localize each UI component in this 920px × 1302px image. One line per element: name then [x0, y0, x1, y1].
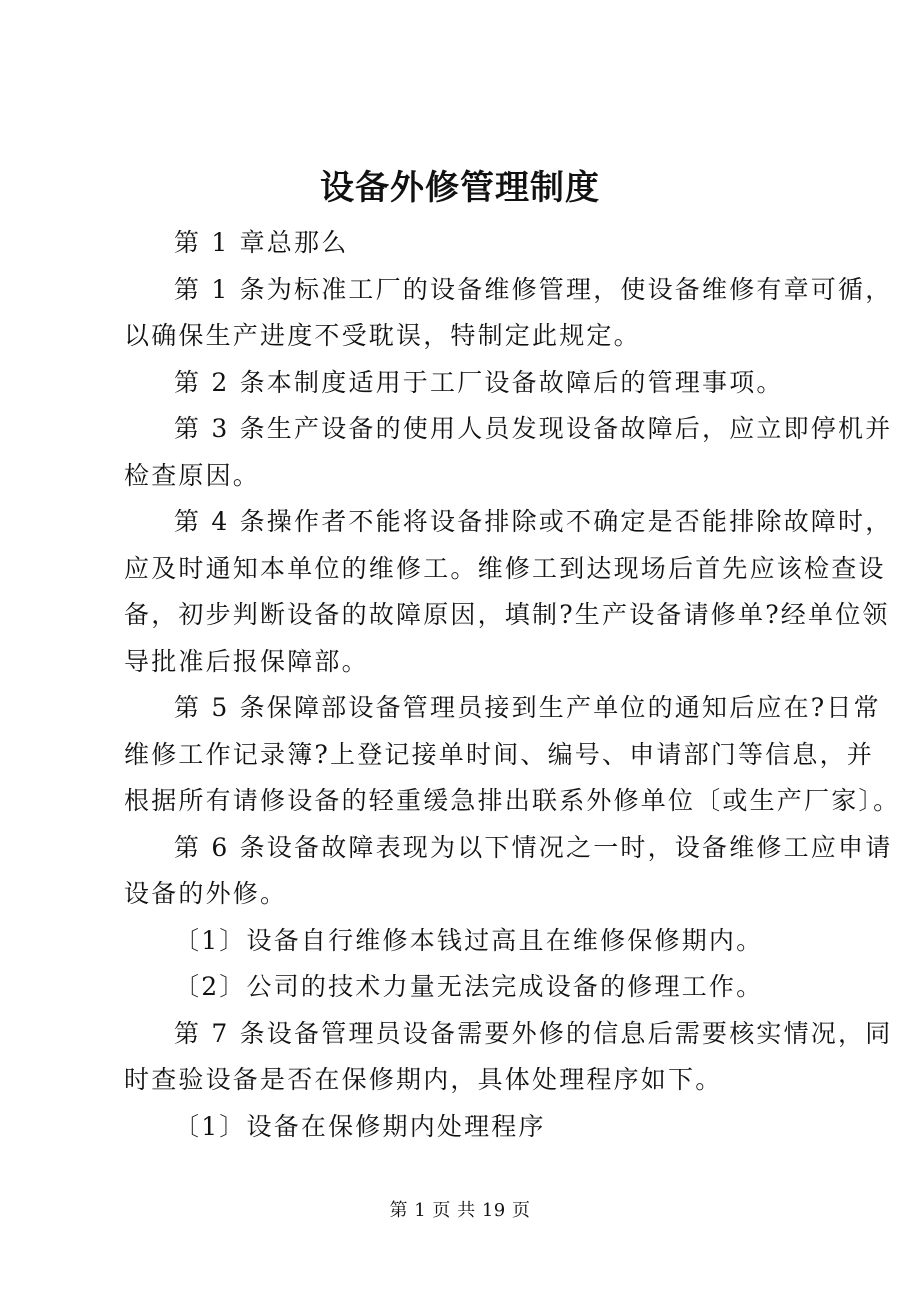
article-6-item-1: 〔1〕设备自行维修本钱过高且在维修保修期内。	[174, 925, 764, 955]
article-4-line-2: 应及时通知本单位的维修工。维修工到达现场后首先应该检查设	[124, 553, 886, 583]
document-body	[124, 220, 901, 1150]
article-1-line-2: 以确保生产进度不受耽误，特制定此规定。	[124, 321, 641, 350]
document-title: 设备外修管理制度	[320, 168, 600, 208]
article-5-line-2: 维修工作记录簿?上登记接单时间、编号、申请部门等信息，并	[124, 739, 875, 769]
article-6-line-2: 设备的外修。	[124, 879, 288, 908]
article-4-line-3: 备，初步判断设备的故障原因，填制?生产设备请修单?经单位领	[124, 600, 890, 629]
article-5-line-3: 根据所有请修设备的轻重缓急排出联系外修单位〔或生产厂家〕。	[124, 786, 901, 815]
article-7-line-1: 第 7 条设备管理员设备需要外修的信息后需要核实情况，同	[174, 1018, 893, 1048]
article-6-line-1: 第 6 条设备故障表现为以下情况之一时，设备维修工应申请	[174, 832, 893, 862]
article-7-line-2: 时查验设备是否在保修期内，具体处理程序如下。	[124, 1065, 723, 1094]
article-2-line-1: 第 2 条本制度适用于工厂设备故障后的管理事项。	[174, 367, 784, 397]
page-number-footer: 第 1 页 共 19 页	[389, 1200, 531, 1221]
article-1-line-1: 第 1 条为标准工厂的设备维修管理，使设备维修有章可循，	[174, 274, 893, 304]
article-6-item-2: 〔2〕公司的技术力量无法完成设备的修理工作。	[174, 972, 764, 1001]
article-3-line-2: 检查原因。	[124, 460, 261, 490]
article-3-line-1: 第 3 条生产设备的使用人员发现设备故障后，应立即停机并	[174, 414, 893, 443]
article-7-item-1: 〔1〕设备在保修期内处理程序	[174, 1111, 546, 1141]
article-4-line-4: 导批准后报保障部。	[124, 646, 369, 676]
article-4-line-1: 第 4 条操作者不能将设备排除或不确定是否能排除故障时，	[174, 507, 893, 536]
chapter-heading: 第 1 章总那么	[174, 228, 349, 257]
article-5-line-1: 第 5 条保障部设备管理员接到生产单位的通知后应在?日常	[174, 693, 881, 722]
